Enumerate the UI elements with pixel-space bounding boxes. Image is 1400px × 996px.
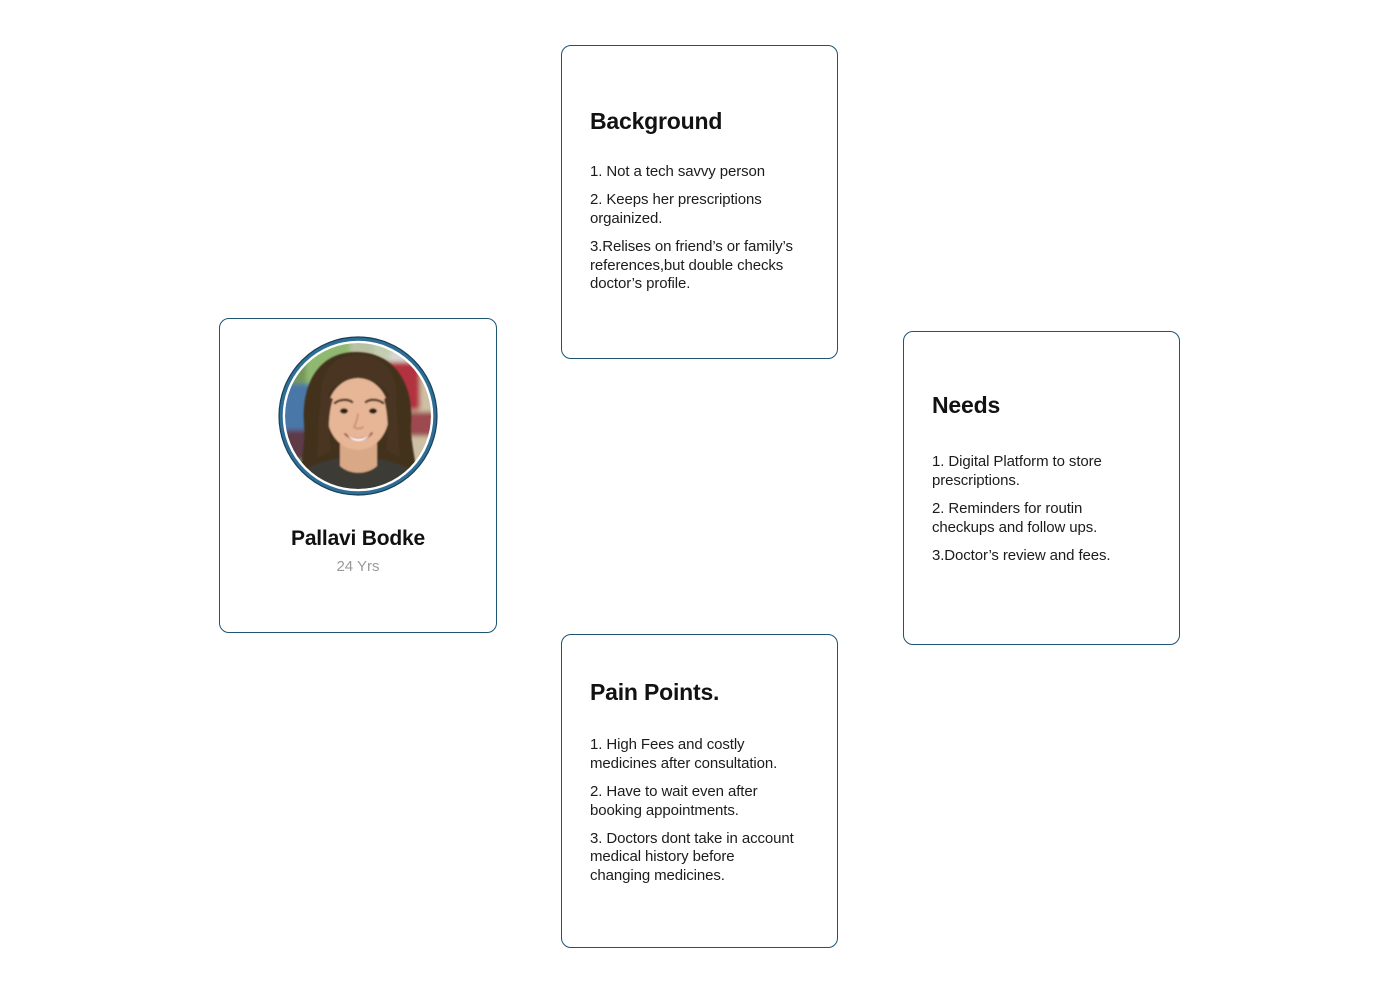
needs-item-2: 2. Reminders for routin checkups and follow ups. [932, 499, 1098, 536]
pain-point-item-1: 1. High Fees and costly medicines after consultation. [590, 736, 778, 772]
needs-card-items [932, 453, 1140, 565]
profile-card [219, 318, 497, 633]
pain-point-item-3: 3. Doctors dont take in account medical history before changing medicines. [590, 829, 794, 885]
needs-item-1: 1. Digital Platform to store prescriptions. [932, 453, 1102, 489]
background-item-1: 1. Not a tech savvy person [590, 163, 765, 180]
pain-points-card [561, 634, 838, 948]
persona-avatar [278, 336, 438, 496]
needs-card [903, 331, 1180, 645]
persona-name: Pallavi Bodke [291, 527, 425, 550]
needs-item-3: 3.Doctor’s review and fees. [932, 546, 1111, 564]
background-card-items [590, 163, 798, 294]
background-item-2: 2. Keeps her prescriptions orgainized. [590, 190, 762, 227]
pain-points-card-items [590, 736, 798, 886]
persona-photo-image [278, 336, 438, 496]
needs-card-title: Needs [932, 392, 1001, 418]
pain-point-item-2: 2. Have to wait even after booking appointments. [590, 782, 758, 819]
persona-age: 24 Yrs [336, 558, 380, 575]
pain-points-card-title: Pain Points. [590, 679, 720, 705]
background-card [561, 45, 838, 359]
background-card-title: Background [590, 108, 723, 134]
background-item-3: 3.Relises on friend’s or family’s references,but double checks doctor’s profile. [590, 237, 793, 293]
